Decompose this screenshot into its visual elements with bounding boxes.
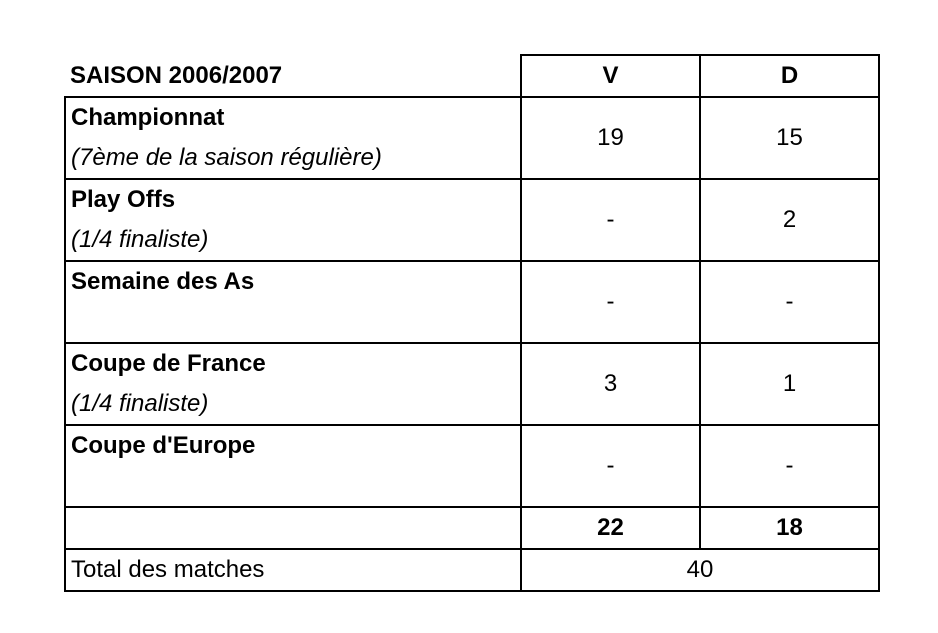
victories-value: - (521, 179, 700, 261)
competition-cell (65, 343, 521, 425)
defeats-value: - (700, 261, 879, 343)
competition-title: Semaine des As (71, 268, 255, 295)
header-victories: V (521, 55, 700, 97)
table-row (65, 261, 879, 343)
defeats-value: - (700, 425, 879, 507)
total-matches-label: Total des matches (65, 549, 521, 591)
table-row (65, 97, 879, 179)
summary-row (65, 549, 879, 591)
table-row (65, 425, 879, 507)
competition-title: Play Offs (71, 186, 176, 213)
competition-cell (65, 179, 521, 261)
competition-title: Championnat (71, 104, 225, 131)
season-stats-table-wrapper (64, 54, 880, 592)
victories-value: - (521, 261, 700, 343)
defeats-value: 1 (700, 343, 879, 425)
totals-row (65, 507, 879, 549)
competition-subtitle: (1/4 finaliste) (71, 226, 209, 253)
defeats-value: 2 (700, 179, 879, 261)
competition-title: Coupe d'Europe (71, 432, 256, 459)
competition-subtitle: (1/4 finaliste) (71, 390, 209, 417)
header-defeats: D (700, 55, 879, 97)
competition-cell (65, 425, 521, 507)
header-row (65, 55, 879, 97)
competition-title: Coupe de France (71, 350, 266, 377)
competition-subtitle: (7ème de la saison régulière) (71, 144, 382, 171)
season-stats-table (64, 54, 880, 592)
total-victories: 22 (521, 507, 700, 549)
table-row (65, 343, 879, 425)
totals-blank-cell (65, 507, 521, 549)
season-title: SAISON 2006/2007 (65, 55, 521, 97)
defeats-value: 15 (700, 97, 879, 179)
total-matches-value: 40 (521, 549, 879, 591)
victories-value: 19 (521, 97, 700, 179)
victories-value: 3 (521, 343, 700, 425)
competition-subtitle (71, 302, 520, 342)
total-defeats: 18 (700, 507, 879, 549)
competition-cell (65, 97, 521, 179)
competition-subtitle (71, 466, 520, 506)
table-row (65, 179, 879, 261)
victories-value: - (521, 425, 700, 507)
competition-cell (65, 261, 521, 343)
